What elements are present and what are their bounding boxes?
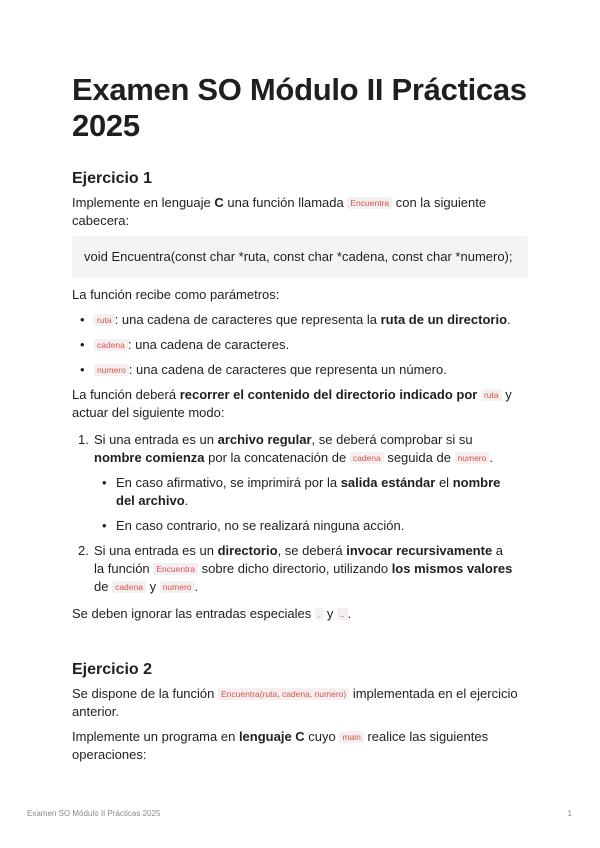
inline-code: main — [339, 731, 363, 743]
code-block-signature: void Encuentra(const char *ruta, const char *cadena, const char *numero); — [72, 236, 528, 278]
inline-code: numero — [94, 364, 129, 376]
ex1-heading: Ejercicio 1 — [72, 170, 153, 187]
footer-title: Examen SO Módulo II Prácticas 2025 — [27, 809, 161, 818]
inline-code: cadena — [112, 581, 146, 593]
inline-code: Encuentra — [153, 563, 198, 575]
list-item-param-ruta: • ruta : una cadena de caracteres que representa la ruta de un directorio. — [80, 312, 511, 327]
ex2-paragraph-1: Se dispone de la función Encuentra(ruta, cadena, numero) implementada en el ejercicio anterior. — [72, 686, 518, 719]
inline-code: .. — [337, 608, 348, 620]
params-intro: La función recibe como parámetros: — [72, 287, 280, 302]
bullet-icon: • — [102, 475, 107, 490]
inline-code: Encuentra — [347, 197, 392, 209]
ex2-paragraph-2: Implemente un programa en lenguaje C cuyo main realice las siguientes operaciones: — [72, 729, 489, 762]
page-number: 1 — [567, 809, 572, 818]
ex2-heading: Ejercicio 2 — [72, 661, 153, 678]
inline-code: ruta — [94, 314, 115, 326]
sub-item-affirmative: • En caso afirmativo, se imprimirá por la salida estándar el nombre del archivo. — [102, 475, 501, 508]
page-title: Examen SO Módulo II Prácticas 2025 — [72, 72, 527, 143]
inline-code: ruta — [481, 389, 502, 401]
bullet-icon: • — [102, 518, 107, 533]
bullet-icon: • — [80, 312, 85, 327]
list-item-regular-file: 1. Si una entrada es un archivo regular, se deberá comprobar si su nombre comienza por la concatenación de cadena seguida de numero . — [78, 432, 493, 465]
ex1-intro: Implemente en lenguaje C una función llamada Encuentra con la siguiente cabecera: — [72, 195, 487, 228]
inline-code: numero — [160, 581, 195, 593]
inline-code: cadena — [94, 339, 128, 351]
bullet-icon: • — [80, 337, 85, 352]
behaviour-paragraph: La función deberá recorrer el contenido del directorio indicado por ruta y actuar del siguiente modo: — [72, 387, 512, 420]
bullet-icon: • — [80, 362, 85, 377]
list-item-directory: 2. Si una entrada es un directorio, se deberá invocar recursivamente a la función Encuentra sobre dicho directorio, utilizando los mismos valores de cadena y numero . — [78, 543, 513, 594]
list-item-param-numero: • numero : una cadena de caracteres que representa un número. — [80, 362, 447, 377]
inline-code: numero — [455, 452, 490, 464]
inline-code: . — [315, 608, 323, 620]
sub-item-otherwise: • En caso contrario, no se realizará ninguna acción. — [102, 518, 405, 533]
inline-code: Encuentra(ruta, cadena, numero) — [218, 688, 349, 700]
ignore-paragraph: Se deben ignorar las entradas especiales . y .. . — [72, 606, 352, 621]
list-item-param-cadena: • cadena : una cadena de caracteres. — [80, 337, 290, 352]
inline-code: cadena — [350, 452, 384, 464]
